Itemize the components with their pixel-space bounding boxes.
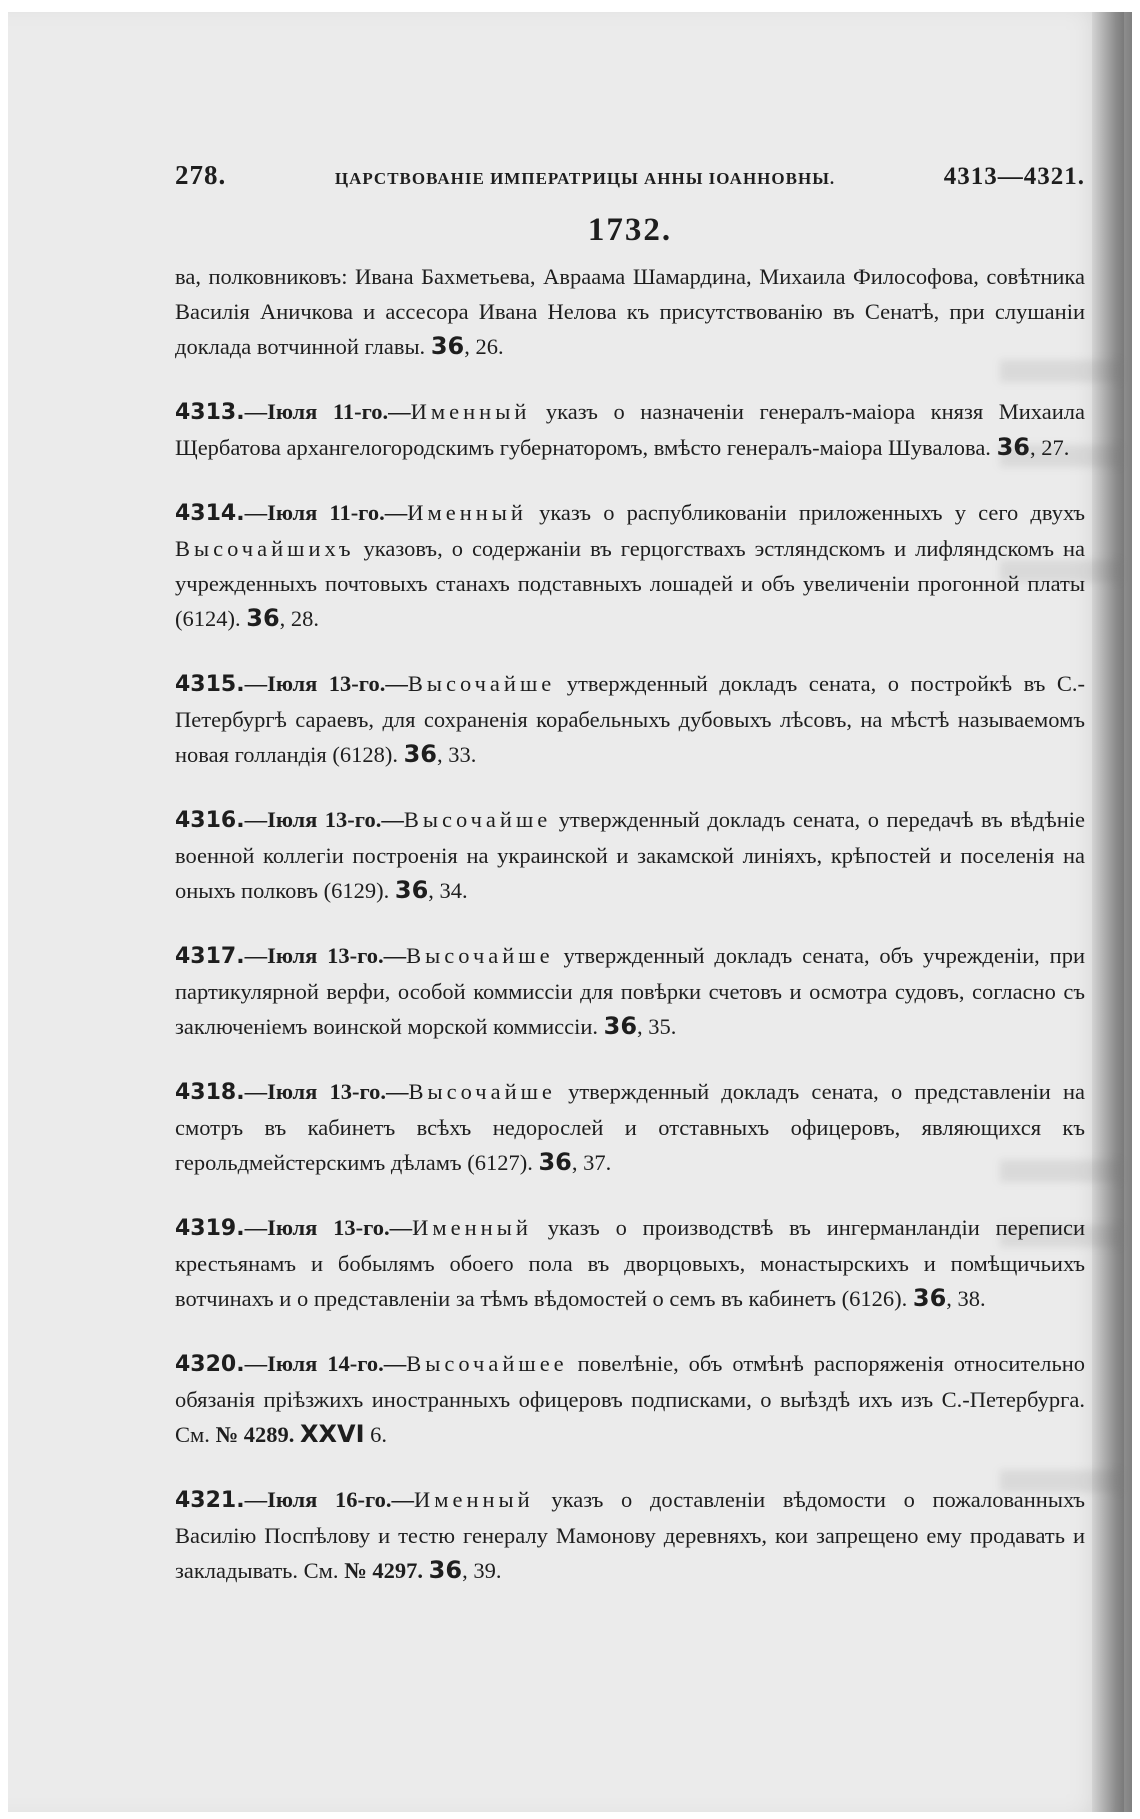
entry-text: указъ о распубликованіи приложенныхъ у сего двухъ <box>526 500 1086 525</box>
entry-kind: Высочайше <box>403 807 552 832</box>
entry-kind: Высочайше <box>406 943 554 968</box>
volume-ref: 36 <box>246 604 280 632</box>
running-title: ЦАРСТВОВАНІЕ ИМПЕРАТРИЦЫ АННЫ ІОАННОВНЫ. <box>334 169 836 188</box>
entry-kind-secondary: Высочайшихъ <box>175 536 355 561</box>
entry-number: 4317. <box>175 944 245 969</box>
entry-date: —Іюля 11-го.— <box>244 500 408 525</box>
volume-ref: 36 <box>603 1012 638 1040</box>
entry-text: указъ о производствѣ въ ингерманландіи переписи крестьянамъ и бобылямъ обоего пола въ дворцовыхъ, монастырскихъ и помѣщичьихъ вотчинахъ и о представленіи за тѣмъ вѣдомостей о семъ въ кабинетъ (6126). <box>175 1215 1085 1311</box>
year-heading: 1732. <box>587 212 673 248</box>
entry-number: 4314. <box>175 501 245 526</box>
entry-4321 <box>175 1482 1085 1588</box>
entry-4318 <box>175 1074 1085 1180</box>
page-ref: , 26. <box>464 334 504 359</box>
volume-ref: 36 <box>430 332 465 360</box>
entry-date: —Іюля 11-го.— <box>244 399 411 424</box>
continuation-text: ва, полковниковъ: Ивана Бахметьева, Авраама Шамардина, Михаила Философова, совѣтника Василія Аничкова и ассесора Ивана Нелова къ присутствованію въ Сенатѣ, при слушаніи доклада вотчинной главы. <box>175 264 1085 359</box>
entry-4314 <box>175 495 1085 636</box>
continuation-paragraph <box>175 259 1085 364</box>
entry-kind: Высочайше <box>408 1079 556 1104</box>
entry-4317 <box>175 938 1085 1044</box>
entry-date: —Іюля 13-го.— <box>244 1215 413 1240</box>
entry-text: указъ о назначеніи генералъ-маіора князя Михаила Щербатова архангелогородскимъ губернаторомъ, вмѣсто генералъ-маіора Шувалова. <box>175 399 1086 460</box>
entry-date: —Іюля 13-го.— <box>244 807 404 832</box>
page-ref: , 28. <box>279 606 320 631</box>
volume-ref: 36 <box>538 1148 572 1176</box>
entry-text: утвержденный докладъ сената, объ учрежденіи, при партикулярной верфи, особой коммиссіи для повѣрки счетовъ и осмотра судовъ, согласно съ заключеніемъ воинской морской коммиссіи. <box>175 943 1085 1039</box>
entry-4320 <box>175 1346 1085 1452</box>
entry-text: утвержденный докладъ сената, о передачѣ въ вѣдѣніе военной коллегіи построенія на украинской и закамской линіяхъ, крѣпостей и поселенія на оныхъ полковъ (6129). <box>175 807 1085 903</box>
entry-kind: Высочайше <box>407 671 556 696</box>
entry-range: 4313—4321. <box>943 163 1085 190</box>
entry-kind: Именный <box>410 399 531 424</box>
page-number: 278. <box>175 160 227 190</box>
page-ref: , 39. <box>462 1558 502 1583</box>
cross-reference: № 4297. <box>344 1558 424 1583</box>
page-ref: 6. <box>364 1422 388 1447</box>
entry-number: 4313. <box>175 400 245 425</box>
entry-4313 <box>175 394 1085 465</box>
entry-kind: Именный <box>407 500 527 525</box>
entry-kind: Именный <box>414 1487 534 1512</box>
page-ref: , 33. <box>437 742 477 767</box>
entry-number: 4321. <box>175 1488 245 1513</box>
page-ref: , 34. <box>428 878 468 903</box>
volume-ref: 36 <box>428 1556 463 1584</box>
entry-number: 4319. <box>175 1216 245 1241</box>
entry-text: утвержденный докладъ сената, о представленіи на смотръ въ кабинетъ всѣхъ недорослей и отставныхъ офицеровъ, являющихся къ герольдмейстерскимъ дѣламъ (6127). <box>175 1079 1085 1175</box>
entry-number: 4320. <box>175 1352 245 1377</box>
entry-text: указъ о доставленіи вѣдомости о пожалованныхъ Василію Поспѣлову и тестю генералу Мамонову деревняхъ, кои запрещено ему продавать и закладывать. См. <box>175 1487 1085 1583</box>
entry-4315 <box>175 666 1085 772</box>
entry-date: —Іюля 13-го.— <box>244 671 408 696</box>
entry-number: 4316. <box>175 808 245 833</box>
entry-date: —Іюля 13-го.— <box>244 1079 409 1104</box>
entry-date: —Іюля 14-го.— <box>244 1351 407 1376</box>
volume-ref: 36 <box>394 876 429 904</box>
volume-ref: 36 <box>996 433 1030 461</box>
entry-4316 <box>175 802 1085 908</box>
volume-ref: 36 <box>912 1284 947 1312</box>
page-ref: , 38. <box>946 1286 986 1311</box>
volume-ref: XXVI <box>300 1420 365 1448</box>
entry-text: утвержденный докладъ сената, о постройкѣ въ С.-Петербургѣ сараевъ, для сохраненія корабельныхъ дубовыхъ лѣсовъ, на мѣстѣ называемомъ новая голландія (6128). <box>175 671 1085 767</box>
entry-kind: Высочайшее <box>406 1351 568 1376</box>
page-ref: , 27. <box>1029 435 1070 460</box>
entry-4319 <box>175 1210 1085 1316</box>
cross-reference: № 4289. <box>215 1422 295 1447</box>
entry-number: 4318. <box>175 1080 245 1105</box>
volume-ref: 36 <box>403 740 437 768</box>
page-ref: , 37. <box>571 1150 612 1175</box>
document-page <box>175 160 1085 1588</box>
running-head <box>175 160 1085 208</box>
page-ref: , 35. <box>637 1014 677 1039</box>
book-spine-shadow <box>1092 12 1132 1812</box>
entry-number: 4315. <box>175 672 245 697</box>
entry-text: повелѣніе, объ отмѣнѣ распоряженія относительно обязанія пріѣзжихъ иностранныхъ офицеровъ подписками, о выѣздѣ ихъ изъ С.-Петербурга. См. <box>175 1351 1085 1447</box>
entry-date: —Іюля 16-го.— <box>244 1487 414 1512</box>
entry-kind: Именный <box>412 1215 532 1240</box>
entry-date: —Іюля 13-го.— <box>244 943 407 968</box>
entry-text-secondary: указовъ, о содержаніи въ герцогствахъ эстляндскомъ и лифляндскомъ на учрежденныхъ почтовыхъ станахъ подставныхъ лошадей и объ увеличеніи прогонной платы (6124). <box>175 536 1085 631</box>
